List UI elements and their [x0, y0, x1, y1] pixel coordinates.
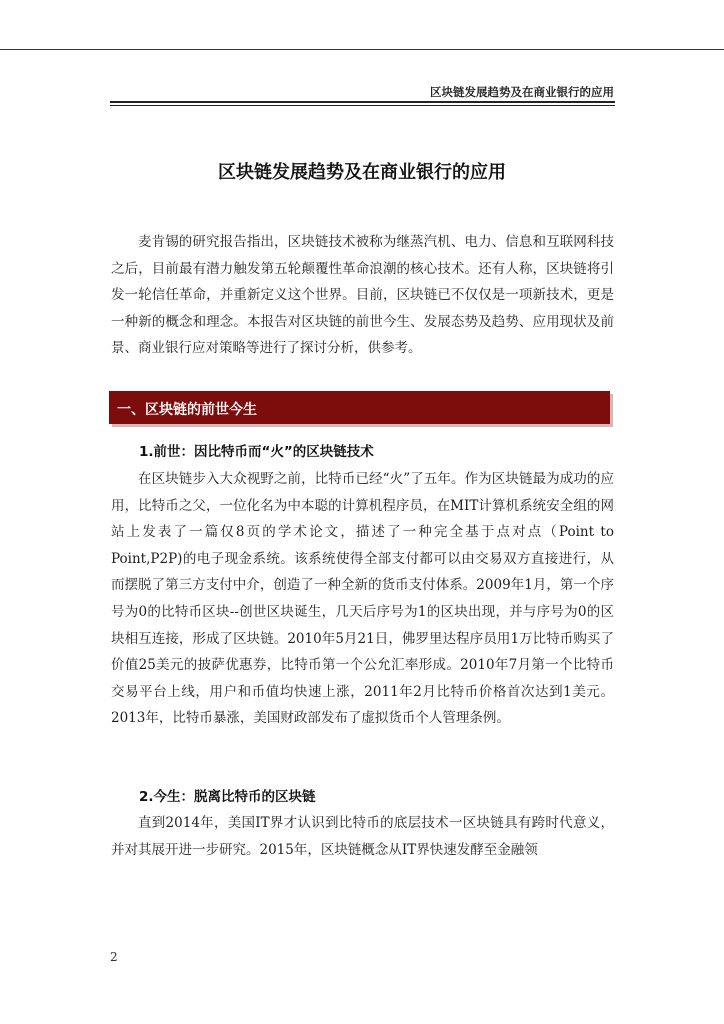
subsection-1-text: 在区块链步入大众视野之前，比特币已经“火”了五年。作为区块链最为成功的应用，比特币之父，一位化名为中本聪的计算机程序员，在MIT计算机系统安全组的网站上发表了一篇仅8页的学术论文，描述了一种完全基于点对点（Point to Point,P2P)的电子现金系统。该系统使得全部支付都可以由交易双方直接进行，从而摆脱了第三方支付中介，创造了一种全新的货币支付体系。2009年1月，第一个序号为0的比特币区块--创世区块诞生，几天后序号为1的区块出现，并与序号为0的区块相互连接，形成了区块链。2010年5月21日，佛罗里达程序员用1万比特币购买了价值25美元的披萨优惠券，比特币第一个公允汇率形成。2010年7月第一个比特币交易平台上线，用户和币值均快速上涨，2011年2月比特币价格首次达到1美元。2013年，比特币暴涨，美国财政部发布了虚拟货币个人管理条例。 [111, 471, 614, 727]
document-title: 区块链发展趋势及在商业银行的应用 [218, 162, 506, 183]
page-number: 2 [110, 950, 118, 964]
subsection-1-body [111, 466, 614, 732]
top-page-rule [0, 49, 724, 50]
intro-text: 麦肯锡的研究报告指出，区块链技术被称为继蒸汽机、电力、信息和互联网科技之后，目前最有潜力触发第五轮颠覆性革命浪潮的核心技术。还有人称，区块链将引发一轮信任革命，并重新定义这个世界。目前，区块链已不仅仅是一项新技术，更是一种新的概念和理念。本报告对区块链的前世今生、发展态势及趋势、应用现状及前景、商业银行应对策略等进行了探讨分析，供参考。 [111, 234, 614, 357]
header-rule [110, 101, 615, 103]
running-header: 区块链发展趋势及在商业银行的应用 [430, 85, 614, 99]
subsection-2-text: 直到2014年，美国IT界才认识到比特币的底层技术一区块链具有跨时代意义，并对其展开进一步研究。2015年，区块链概念从IT界快速发酵至金融领 [111, 815, 614, 858]
header-rule-thin [110, 105, 615, 106]
subsection-heading-1: 1.前世：因比特币而“火”的区块链技术 [139, 444, 374, 460]
subsection-2-body [111, 810, 614, 863]
intro-paragraph [111, 229, 614, 362]
subsection-heading-2: 2.今生：脱离比特币的区块链 [139, 789, 316, 805]
section-banner [109, 391, 610, 424]
section-heading: 一、区块链的前世今生 [117, 402, 257, 418]
